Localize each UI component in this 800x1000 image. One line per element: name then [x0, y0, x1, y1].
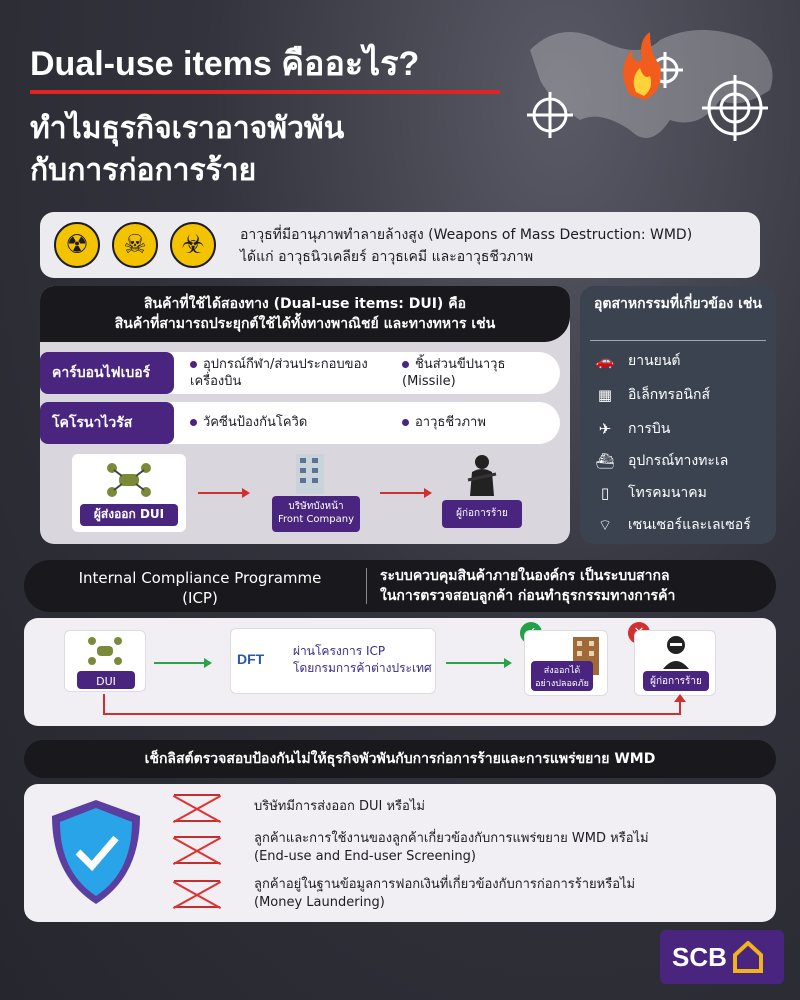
row-label: คาร์บอนไฟเบอร์ [40, 352, 174, 394]
scb-logo: SCB [660, 930, 784, 984]
shield-icon [48, 796, 144, 908]
x-checkbox-icon [174, 880, 220, 908]
ship-icon: ⛴ [595, 452, 615, 470]
exporter-label: ผู้ส่งออก DUI [80, 504, 178, 526]
dui-header [40, 286, 570, 342]
wmd-description [240, 224, 692, 268]
return-arrow [102, 694, 686, 720]
flow-arrow [154, 662, 210, 664]
industry-item: ▯ โทรคมนาคม [592, 482, 707, 504]
airplane-icon: ✈ [598, 420, 612, 438]
checklist-item: ลูกค้าและการใช้งานของลูกค้าเกี่ยวข้องกับการแพร่ขยาย WMD หรือไม่ (End-use and End-user Screening) [254, 831, 649, 864]
industries-title: อุตสาหกรรมที่เกี่ยวข้อง เช่น [594, 296, 762, 312]
dui-header-line-1: สินค้าที่ใช้ได้สองทาง (Dual-use items: DUI) คือ [144, 296, 466, 312]
wmd-line-2: ได้แก่ อาวุธนิวเคลียร์ อาวุธเคมี และอาวุธชีวภาพ [240, 249, 534, 265]
terrorist-label: ผู้ก่อการร้าย [442, 500, 522, 528]
page-subtitle [30, 108, 500, 192]
safe-export-card [524, 630, 608, 696]
checklist-card [24, 784, 776, 922]
row-label: โคโรนาไวรัส [40, 402, 174, 444]
row-item-military: อาวุธชีวภาพ [402, 414, 486, 431]
industry-item: ⌔ เซนเซอร์และเลเซอร์ [592, 514, 751, 536]
bullet-icon [402, 361, 409, 368]
dui-row-coronavirus [40, 402, 560, 444]
biohazard-icon: ☣ [170, 222, 216, 268]
industries-card [580, 286, 776, 544]
x-checkbox-icon [174, 794, 220, 822]
radiation-icon: ☢ [54, 222, 100, 268]
dui-card [40, 286, 570, 544]
circuit-board-icon: ▦ [597, 386, 613, 404]
crosshair-icons [520, 20, 790, 160]
drone-icon [104, 460, 154, 500]
icp-title [40, 568, 360, 608]
terrorist-icon [466, 454, 498, 496]
front-company-label: บริษัทบังหน้า Front Company [272, 496, 360, 532]
wmd-card [40, 212, 760, 278]
bullet-icon [402, 419, 409, 426]
bullet-icon [190, 419, 197, 426]
divider [366, 568, 367, 604]
terrorist-card [634, 630, 716, 696]
flow-arrow [380, 492, 430, 494]
bullet-icon [190, 361, 197, 368]
subtitle-line-2: กับการก่อการร้าย [30, 153, 257, 188]
industry-item: ▦ อิเล็กทรอนิกส์ [592, 384, 710, 406]
icp-description: ระบบควบคุมสินค้าภายในองค์กร เป็นระบบสากล ในการตรวจสอบลูกค้า ก่อนทำธุรกรรมทางการค้า [380, 568, 676, 604]
terrorist-label: ผู้ก่อการร้าย [643, 671, 709, 691]
industry-item: 🚗 ยานยนต์ [592, 350, 681, 372]
scb-emblem-icon [733, 941, 763, 973]
car-icon: 🚗 [595, 352, 615, 370]
row-item-commercial: อุปกรณ์กีฬา/ส่วนประกอบของเครื่องบิน [190, 357, 368, 389]
phone-icon: ▯ [600, 484, 610, 502]
title-underline [30, 90, 500, 94]
dui-header-line-2: สินค้าที่สามารถประยุกต์ใช้ได้ทั้งทางพาณิชย์ และทางทหาร เช่น [114, 316, 496, 332]
icp-flow-card [24, 618, 776, 726]
icp-dft-card [230, 628, 436, 694]
skull-crossbones-icon: ☠ [112, 222, 158, 268]
icp-dft-text: ผ่านโครงการ ICP โดยกรมการค้าต่างประเทศ [293, 644, 432, 675]
flow-arrow [446, 662, 510, 664]
flow-arrow [198, 492, 248, 494]
dui-label: DUI [77, 671, 135, 689]
page-title: Dual-use items คืออะไร? [30, 45, 420, 83]
checklist-header: เช็กลิสต์ตรวจสอบป้องกันไม่ให้ธุรกิจพัวพันกับการก่อการร้ายและการแพร่ขยาย WMD [24, 740, 776, 778]
dft-logo: DFT [237, 651, 265, 667]
sensor-icon: ⌔ [597, 515, 613, 534]
checklist-item: บริษัทมีการส่งออก DUI หรือไม่ [254, 799, 425, 814]
building-icon [290, 450, 330, 496]
x-checkbox-icon [174, 836, 220, 864]
industry-item: ✈ การบิน [592, 418, 670, 440]
industry-item: ⛴ อุปกรณ์ทางทะเล [592, 450, 728, 472]
terrorist-icon [661, 635, 691, 669]
dui-exporter-card [72, 454, 186, 532]
divider [590, 340, 766, 341]
subtitle-line-1: ทำไมธุรกิจเราอาจพัวพัน [30, 111, 345, 146]
checklist-item: ลูกค้าอยู่ในฐานข้อมูลการฟอกเงินที่เกี่ยวข้องกับการก่อการร้ายหรือไม่ (Money Laundering) [254, 877, 636, 910]
dui-row-carbon-fiber [40, 352, 560, 394]
dui-card-small [64, 630, 146, 692]
icp-title-line-2: (ICP) [182, 589, 218, 607]
row-item-military: ชิ้นส่วนขีปนาวุธ (Missile) [402, 357, 506, 389]
icp-title-line-1: Internal Compliance Programme [78, 569, 322, 587]
safe-export-label: ส่งออกได้ อย่างปลอดภัย [531, 661, 593, 691]
row-item-commercial: วัคซีนป้องกันโควิด [190, 414, 307, 431]
wmd-line-1: อาวุธที่มีอานุภาพทำลายล้างสูง (Weapons of Mass Destruction: WMD) [240, 227, 693, 243]
drone-icon [85, 635, 125, 667]
